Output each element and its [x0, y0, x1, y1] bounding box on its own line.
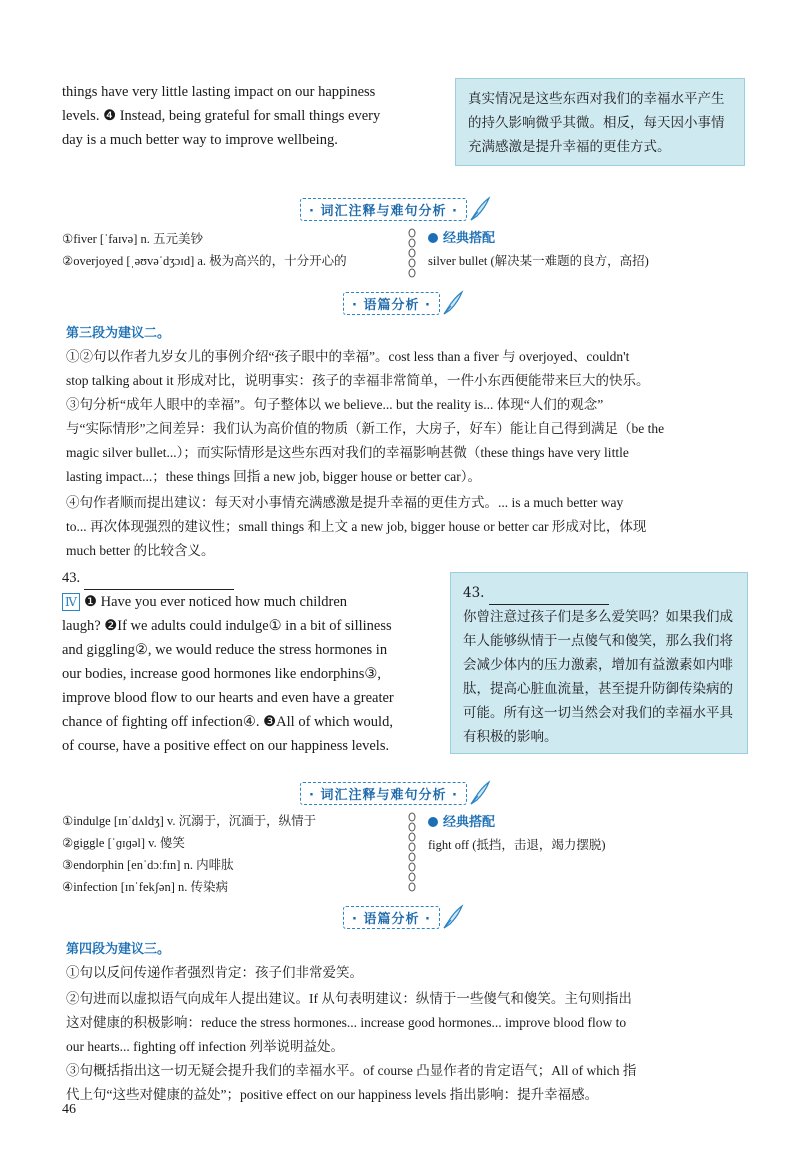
translation-text: 你曾注意过孩子们是多么爱笑吗？如果我们成年人能够纵情于一点傻气和傻笑，那么我们将会减少体内的压力激素，增加有益激素如内啡肽，提高心脏血流量，甚至提升防御传染病的可能。所有这一切当然会对我们的幸福水平具有积极的影响。 — [463, 609, 733, 745]
banner-label: · 词汇注释与难句分析 · — [300, 198, 467, 221]
quill-pen-icon — [469, 196, 491, 222]
en-line: and giggling②, we would reduce the stress hormones in — [62, 642, 388, 658]
vocab-item: ②overjoyed [ˌəʊvəˈdʒɔɪd] a. 极为高兴的，十分开心的 — [62, 254, 347, 268]
section-banner-analysis — [343, 290, 464, 316]
answer-blank[interactable] — [84, 575, 234, 590]
translation-number-line: 43. — [463, 581, 735, 605]
vocab-list-2 — [62, 810, 402, 898]
analysis-line: magic silver bullet...）；而实际情形是这些东西对我们的幸福影响甚微（these things have very little — [66, 445, 629, 460]
analysis-line: to... 再次体现强烈的建议性；small things 和上文 a new job, bigger house or better car 形成对比，体现 — [66, 519, 647, 534]
analysis-title-3: 第三段为建议二。 — [66, 326, 171, 341]
en-line: Ⅳ ❶ Have you ever noticed how much children — [62, 590, 442, 614]
bullet-icon — [428, 817, 438, 827]
en-line: chance of fighting off infection④. ❸All of which would, — [62, 714, 393, 730]
analysis-line: lasting impact...；these things 回指 a new job, bigger house or better car）。 — [66, 469, 482, 484]
analysis-line: 代上句“这些对健康的益处”；positive effect on our happiness levels 指出影响：提升幸福感。 — [66, 1087, 599, 1102]
paragraph-roman-numeral: Ⅳ — [62, 593, 80, 611]
answer-blank — [489, 590, 609, 605]
en-line: things have very little lasting impact on our happiness — [62, 84, 376, 100]
analysis-line: ①句以反问传递作者强烈肯定：孩子们非常爱笑。 — [66, 965, 363, 980]
quill-pen-icon — [442, 290, 464, 316]
classic-collocation-1 — [428, 228, 748, 272]
classic-item: silver bullet (解决某一难题的良方，高招) — [428, 254, 649, 268]
classic-head: 经典搭配 — [443, 815, 496, 830]
en-line: of course, have a positive effect on our happiness levels. — [62, 738, 390, 754]
classic-collocation-2 — [428, 812, 748, 856]
analysis-line: our hearts... fighting off infection 列举说明益处。 — [66, 1039, 344, 1054]
analysis-line: 这对健康的积极影响：reduce the stress hormones... increase good hormones... improve blood flow to — [66, 1015, 627, 1030]
question-43-english — [62, 566, 442, 758]
chain-divider-icon — [405, 228, 419, 278]
analysis-line: much better 的比较含义。 — [66, 543, 215, 558]
banner-label: · 语篇分析 · — [343, 292, 440, 315]
translation-text: 真实情况是这些东西对我们的幸福水平产生的持久影响微乎其微。相反，每天因小事情充满感激是提升幸福的更佳方式。 — [468, 91, 725, 155]
page-number: 46 — [62, 1102, 76, 1117]
en-line: day is a much better way to improve wellbeing. — [62, 132, 338, 148]
translation-box-43 — [450, 572, 748, 754]
analysis-line: stop talking about it 形成对比，说明事实：孩子的幸福非常简单，一件小东西便能带来巨大的快乐。 — [66, 373, 650, 388]
banner-label: · 词汇注释与难句分析 · — [300, 782, 467, 805]
en-line: levels. ❹ Instead, being grateful for small things every — [62, 108, 381, 124]
banner-label: · 语篇分析 · — [343, 906, 440, 929]
quill-pen-icon — [442, 904, 464, 930]
analysis-line: ①②句以作者九岁女儿的事例介绍“孩子眼中的幸福”。cost less than a fiver 与 overjoyed、couldn't — [66, 349, 630, 364]
classic-item: fight off (抵挡，击退，竭力摆脱) — [428, 838, 606, 852]
vocab-item: ③endorphin [enˈdɔːfɪn] n. 内啡肽 — [62, 858, 234, 872]
chain-divider-icon — [405, 812, 419, 898]
analysis-title-4: 第四段为建议三。 — [66, 942, 171, 957]
analysis-line: ②句进而以虚拟语气向成年人提出建议。If 从句表明建议：纵情于一些傻气和傻笑。主句则指出 — [66, 991, 632, 1006]
en-line: improve blood flow to our hearts and even have a greater — [62, 690, 394, 706]
section-banner-vocab — [300, 780, 491, 806]
section-banner-vocab — [300, 196, 491, 222]
vocab-item: ①fiver [ˈfaɪvə] n. 五元美钞 — [62, 232, 204, 246]
analysis-line: ④句作者顺而提出建议：每天对小事情充满感激是提升幸福的更佳方式。... is a much better way — [66, 495, 624, 510]
question-number-line: 43. — [62, 566, 442, 590]
section-banner-analysis — [343, 904, 464, 930]
en-line: our bodies, increase good hormones like endorphins③, — [62, 666, 382, 682]
quill-pen-icon — [469, 780, 491, 806]
vocab-item: ④infection [ɪnˈfekʃən] n. 传染病 — [62, 880, 229, 894]
translation-box-top — [455, 78, 745, 166]
top-english-paragraph — [62, 80, 452, 152]
vocab-item: ②giggle [ˈɡɪɡəl] v. 傻笑 — [62, 836, 185, 850]
vocab-item: ①indulge [ɪnˈdʌldʒ] v. 沉溺于，沉湎于，纵情于 — [62, 814, 317, 828]
analysis-line: 与“实际情形”之间差异：我们认为高价值的物质（新工作，大房子，好车）能让自己得到满足（be the — [66, 421, 665, 436]
en-line: laugh? ❷If we adults could indulge① in a bit of silliness — [62, 618, 392, 634]
analysis-line: ③句概括指出这一切无疑会提升我们的幸福水平。of course 凸显作者的肯定语气；All of which 指 — [66, 1063, 637, 1078]
vocab-list-1 — [62, 228, 402, 272]
classic-head: 经典搭配 — [443, 231, 496, 246]
bullet-icon — [428, 233, 438, 243]
analysis-line: ③句分析“成年人眼中的幸福”。句子整体以 we believe... but the reality is... 体现“人们的观念” — [66, 397, 604, 412]
